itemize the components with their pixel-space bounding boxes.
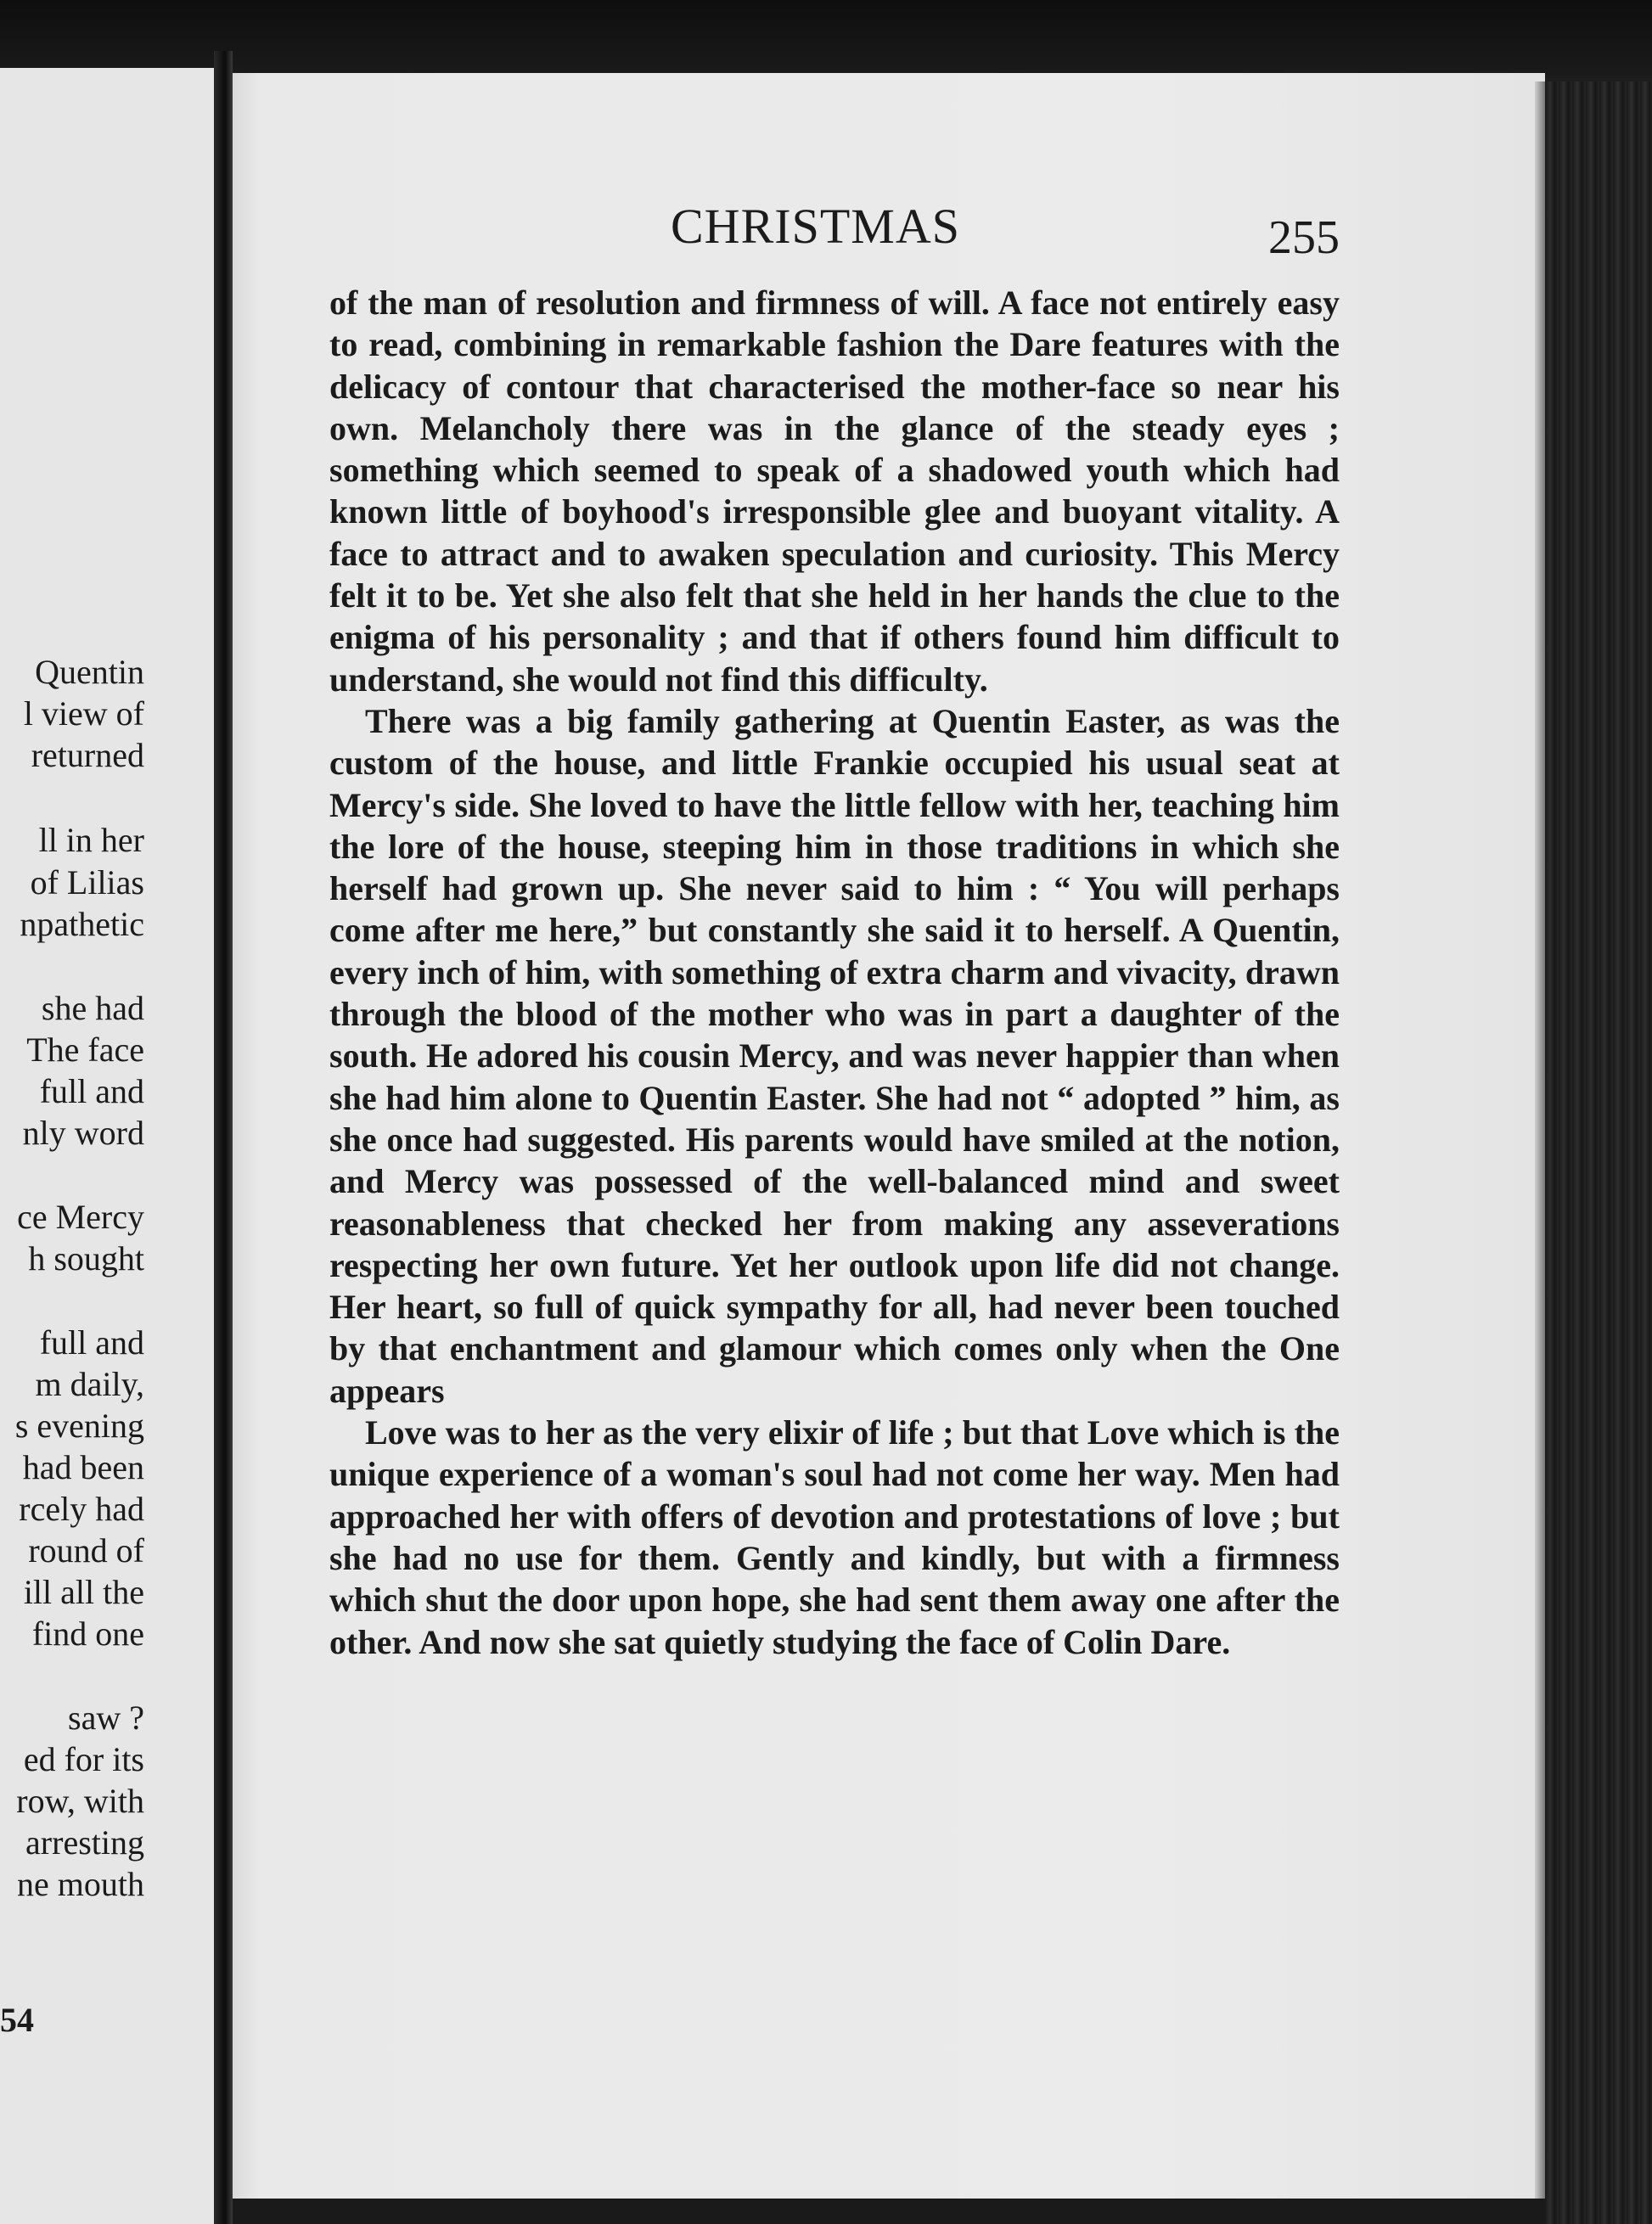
bottom-shadow <box>233 2199 1545 2224</box>
left-page-line: npathetic <box>20 905 144 943</box>
left-page-line: ce Mercy <box>17 1198 144 1236</box>
left-page-line: full and <box>39 1323 144 1362</box>
left-page-line: round of <box>28 1531 144 1570</box>
left-page-line: saw ? <box>68 1699 144 1737</box>
left-page-line: nly word <box>22 1114 144 1152</box>
left-page-line: arresting <box>25 1823 144 1862</box>
page-number: 255 <box>1268 211 1340 264</box>
left-page-line: h sought <box>28 1239 144 1278</box>
paragraph: of the man of resolution and firmness of will. A face not entirely easy to read, combining in remarkable fashion the Dare features with the delicacy of contour that characterised the mother-face so near his own. Melancholy there was in the glance of the steady eyes ; something which seemed to speak of a shadowed youth which had known little of boyhood's irresponsible glee and buoyant vitality. A face to attract and to awaken speculation and curiosity. This Mercy felt it to be. Yet she also felt that she held in her hands the clue to the enigma of his personality ; and that if others found him difficult to understand, she would not find this difficulty. <box>329 284 1340 699</box>
left-page-line: returned <box>31 736 144 774</box>
left-page-line: ed for its <box>23 1740 144 1778</box>
left-page-line: ill all the <box>23 1573 144 1611</box>
page-stack-edge <box>1545 81 1652 2224</box>
left-page-line: full and <box>39 1072 144 1110</box>
top-shadow <box>0 0 1652 78</box>
left-page-line: ll in her <box>38 821 144 859</box>
left-page-line: rcely had <box>19 1490 144 1528</box>
body-text <box>329 282 1340 1663</box>
left-page-number: 54 <box>0 2001 34 2039</box>
left-page-line: ne mouth <box>17 1865 144 1903</box>
left-page-line: row, with <box>16 1782 144 1820</box>
left-page-line: l view of <box>23 694 144 733</box>
left-page-line: m daily, <box>35 1365 144 1403</box>
left-page-line: had been <box>22 1448 144 1486</box>
paragraph: Love was to her as the very elixir of life ; but that Love which is the unique experience of a woman's soul had not come her way. Men had approached her with offers of devotion and protestations of love ; but she had no use for them. Gently and kindly, but with a firmness which shut the door upon hope, she had sent them away one after the other. And now she sat quietly studying the face of Colin Dare. <box>329 1413 1340 1661</box>
left-page-line: of Lilias <box>30 863 144 901</box>
running-head: CHRISTMAS <box>671 199 960 254</box>
book-gutter <box>214 51 233 2224</box>
left-page-line: The face <box>26 1031 144 1069</box>
paragraph: There was a big family gathering at Quentin Easter, as was the custom of the house, and little Frankie occupied his usual seat at Mercy's side. She loved to have the little fellow with her, teaching him the lore of the house, steeping him in those traditions in which she herself had grown up. She never said to him : “ You will perhaps come after me here,” but constantly she said it to herself. A Quentin, every inch of him, with something of extra charm and vivacity, drawn through the blood of the mother who was in part a daughter of the south. He adored his cousin Mercy, and was never happier than when she had him alone to Quentin Easter. She had not “ adopted ” him, as she once had suggested. His parents would have smiled at the notion, and Mercy was possessed of the well-balanced mind and sweet reasonableness that checked her from making any asseverations respecting her own future. Yet her outlook upon life did not change. Her heart, so full of quick sympathy for all, had never been touched by that enchantment and glamour which comes only when the One appears <box>329 701 1340 1410</box>
left-page-line: she had <box>41 989 144 1027</box>
left-page-line: Quentin <box>35 653 144 691</box>
left-page <box>0 68 214 2224</box>
left-page-line: find one <box>31 1615 144 1653</box>
left-page-line: s evening <box>14 1407 144 1445</box>
